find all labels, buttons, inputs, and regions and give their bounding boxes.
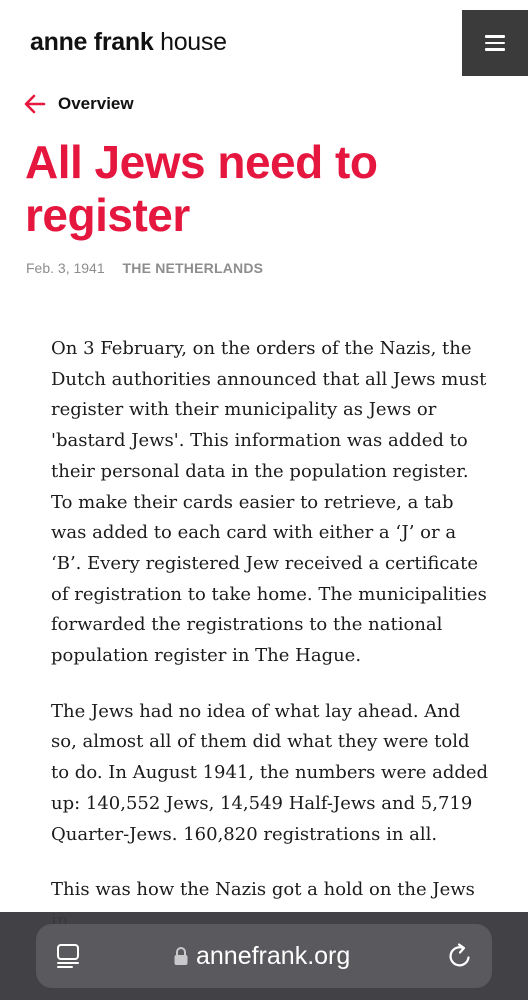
- lock-icon: [173, 946, 189, 966]
- article-paragraph: The Jews had no idea of what lay ahead. And so, almost all of them did what they were told to do. In August 1941, the numbers were added up: 140,552 Jews, 14,549 Half-Jews and 5,719 Quarter-Jews. 160,820 registrations in all.: [51, 700, 489, 845]
- article-location[interactable]: THE NETHERLANDS: [122, 260, 264, 276]
- browser-toolbar: [0, 912, 528, 1000]
- logo-light-text: house: [160, 28, 227, 56]
- article-paragraph: On 3 February, on the orders of the Nazis, the Dutch authorities announced that all Jews must register with their municipality as Jews or 'bastard Jews'. This information was added to their personal data in the population register. To make their cards easier to retrieve, a tab was added to each card with either a ‘J’ or a ‘B’. Every registered Jew received a certificate of registration to take home. The municipalities forwarded the registrations to the national population register in The Hague.: [51, 338, 487, 667]
- back-link-label: Overview: [58, 94, 134, 113]
- site-logo[interactable]: [30, 28, 227, 57]
- article-meta: [26, 260, 263, 276]
- page-title: All Jews need to register: [25, 136, 378, 241]
- hamburger-menu-icon: [485, 35, 505, 51]
- site-header: [0, 0, 528, 80]
- arrow-left-icon: [24, 94, 46, 114]
- article-paragraph: This was how the Nazis got a hold on the Jews: [51, 879, 475, 901]
- url-text[interactable]: annefrank.org: [196, 942, 351, 970]
- address-bar[interactable]: [36, 924, 492, 988]
- back-to-overview-link[interactable]: [24, 90, 134, 118]
- menu-button[interactable]: [462, 10, 528, 76]
- tabs-icon[interactable]: [54, 942, 82, 970]
- article-body: [51, 334, 491, 962]
- article-date: Feb. 3, 1941: [26, 260, 105, 276]
- logo-bold-text: anne frank: [30, 28, 154, 56]
- reload-icon[interactable]: [446, 942, 474, 970]
